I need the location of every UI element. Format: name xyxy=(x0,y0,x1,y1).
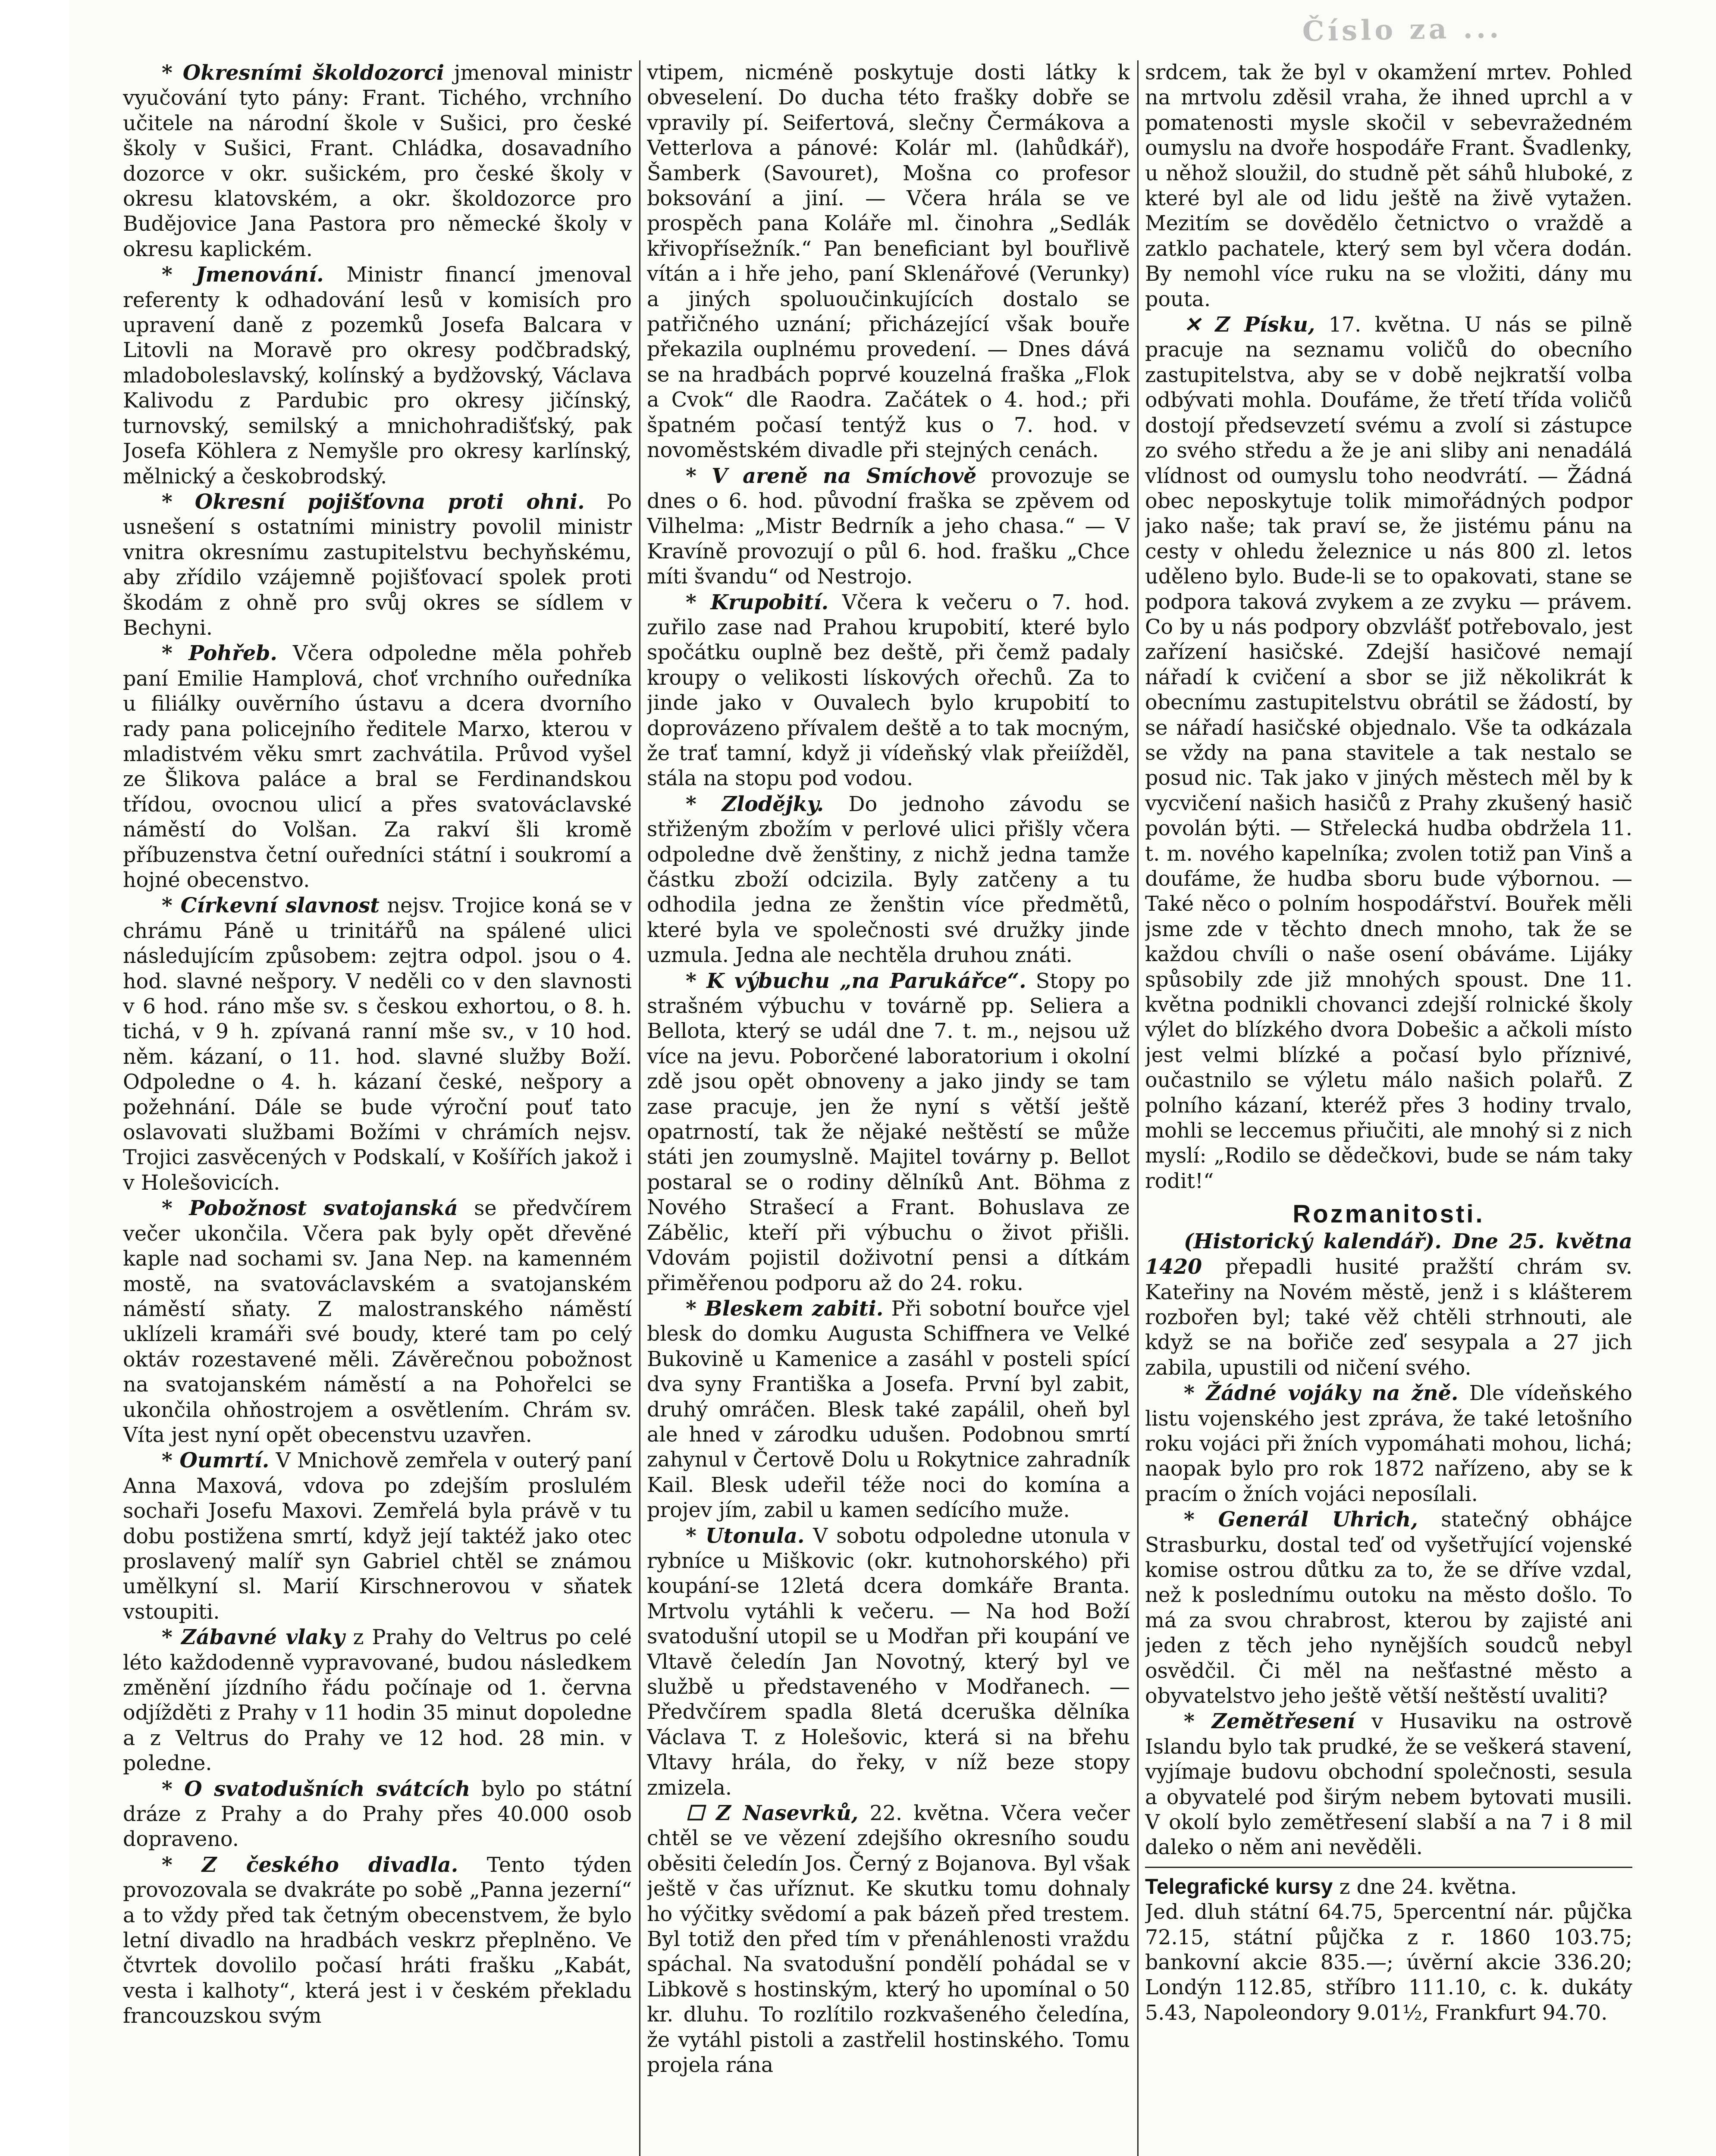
page-margin xyxy=(0,0,69,2156)
article-paragraph xyxy=(647,968,1130,1296)
article-text: 17. května. U nás se pilně pracuje na seznamu voličů do obecního zastupitelstva, aby se v době nejkratší volba odbývati mohla. Doufáme, že třetí třída voličů dostojí předsevzetí svému a zvolí si zástupce zo svého středu a že je ani sliby ani nenadálá vlídnost od oumyslu toho neodvrátí. — Žádná obec neposkytuje tolik mimořádných podpor jako naše; tak praví se, že jistému pánu na cesty v ohledu železnice u nás 800 zl. letos uděleno bylo. Bude-li se to opakovati, stane se podpora taková zvykem a ze zvyku — právem. Co by u nás podpory obzvlášť potřebovalo, jest zařízení hasičské. Zdejší hasičové nemají nářadí k cvičení a sbor se již několikrát k obecnímu zastupitelstvu obrátil se žádostí, by se nářadí hasičské objednalo. Vše ta odkázala se vždy na pana stavitele a tak nestalo se posud nic. Tak jako v jiných městech měl by k vycvičení našich hasičů z Prahy zkušený hasič povolán býti. — Střelecká hudba obdržela 11. t. m. nového kapelníka; zvolen totiž pan Vinš a doufáme, že hudba sboru bude výbornou. — Také něco o polním hospodářství. Bouřek měli jsme zde v těchto dnech mnoho, tak že se každou chvíli o naše osení obáváme. Lijáky spůsobily zde již mnohých spoust. Dne 11. května podnikli chovanci zdejší rolnické školy výlet do blízkého dvora Dobešic a ačkoli místo jest velmi blízké a počasí bylo příznivé, oučastnilo se výletu málo našich polařů. Z polního kázaní, kteréž přes 3 hodiny trvalo, mohli se leccemus přiučiti, ale mnohý si z nich myslí: „Rodilo se dědečkovi, bude se nám taky rodit!“ xyxy=(1145,313,1632,1193)
article-paragraph xyxy=(123,262,632,489)
article-heading: * Zemětřesení xyxy=(1184,1709,1355,1734)
article-text: statečný obhájce Strasburku, dostal teď od vyšetřující vojenské komise ostrou důtku za to, že se dříve vzdal, než k poslednímu outoku na město došlo. To má za svou chrabrost, kterou by zajisté ani jeden z těch jeho nynějších soudců nebyl osvědčil. Či měl na nešťastné město a obyvatelstvo jeho ještě větší neštěstí uvaliti? xyxy=(1145,1508,1632,1708)
article-text: V Mnichově zemřela v outerý paní Anna Maxová, vdova po zdejším proslulém sochaři Josefu Maxovi. Zemřelá byla právě v tu dobu postižena smrtí, když její taktéž jako otec proslavený malíř syn Gabriel chtěl se známou umělkyní sl. Marií Kirschnerovou v sňatek vstoupiti. xyxy=(123,1449,632,1624)
article-paragraph xyxy=(647,1801,1130,2078)
column-rule xyxy=(1137,60,1139,2156)
telegraph-rates xyxy=(1145,1874,1632,2026)
section-title: Rozmanitosti. xyxy=(1292,1200,1485,1228)
article-text: V sobotu odpoledne utonula v rybníce u Miškovic (okr. kutnohorského) při koupání-se 12letá dcera domkáře Branta. Mrtvolu vytáhli k večeru. — Na hod Boží svatodušní utopil se u Modřan při koupání ve Vltavě čeledín Jan Novotný, který byl ve službě u představeného v Modřanech. — Předvčírem spadla 8letá dceruška dělníka Václava T. z Holešovic, která si na břehu Vltavy hrála, do řeky, v níž beze stopy zmizela. xyxy=(647,1524,1130,1800)
article-text: přepadli husité pražští chrám sv. Kateřiny na Novém městě, jenž i s klášterem rozbořen byl; také věž chtěli strhnouti, ale když se na bořiče zeď sesypala a 27 jich zabila, upustili od ničení svého. xyxy=(1145,1255,1632,1380)
article-heading: (Historický kalendář). Dne 25. května 1420 xyxy=(1145,1229,1632,1279)
article-paragraph xyxy=(123,1777,632,1852)
divider xyxy=(1145,1867,1632,1868)
article-text: se předvčírem večer ukončila. Včera pak byly opět dřevěné kaple nad sochami sv. Jana Nep. na kamenném mostě, na svatováclavském a svatojanském náměstí sňaty. Z malostranského náměstí uklízeli kramáři své boudy, které tam po celý oktáv rozestavené měli. Závěrečnou pobožnost na svatojanském náměstí a na Pohořelci se ukončila ohňostrojem a osvětlením. Chrám sv. Víta jest nyní opět obecenstvu uzavřen. xyxy=(123,1197,632,1447)
column-3 xyxy=(1145,60,1632,2156)
article-text: nejsv. Trojice koná se v chrámu Páně u trinitářů na spálené ulici následujícím způsobem: zejtra odpol. jsou o 4. hod. slavné nešpory. V neděli co v den slavnosti v 6 hod. ráno mše sv. s českou exhortou, o 8. h. tichá, v 9 h. zpívaná ranní mše sv., v 10 hod. něm. kázaní, o 11. hod. slavné služby Boží. Odpoledne o 4. h. kázaní české, nešpory a požehnání. Dále se bude výroční pouť tato oslavovati službami Božími v chrámích nejsv. Trojici zasvěcených v Podskalí, v Košířích jakož i v Holešovicích. xyxy=(123,894,632,1195)
article-paragraph xyxy=(123,641,632,893)
article-text: Stopy po strašném výbuchu v továrně pp. Seliera a Bellota, který se udál dne 7. t. m., nejsou už více na jevu. Poborčené laboratorium i okolní zdě jsou opět obnoveny a jako jindy se tam zase pracuje, jen že nyní s větší ještě opatrností, tak že nějaké neštěstí se může státi jen zoumyslně. Majitel továrny p. Bellot postaral se o rodiny dělníků Ant. Böhma z Nového Strašecí a Frant. Bohuslava ze Zábělic, kteří při výbuchu o život přišli. Vdovám pojistil doživotní pensi a dítkám přiměřenou podporu až do 24. roku. xyxy=(647,969,1130,1295)
article-heading: ✕ Z Písku, xyxy=(1184,313,1315,337)
article-text: v Husaviku na ostrově Islandu bylo tak prudké, že se veškerá stavení, vyjímaje budovu obchodní společnosti, sesula a obyvatelé pod širým nebem bytovati musili. V okolí bylo zemětřesení slabší a na 7 i 8 mil daleko o něm ani nevěděli. xyxy=(1145,1710,1632,1860)
article-paragraph xyxy=(647,792,1130,968)
article-paragraph xyxy=(123,1448,632,1625)
article-text: Včera k večeru o 7. hod. zuřilo zase nad Prahou krupobití, které bylo spočátku ouplně bez deště, při čemž padaly kroupy o velikosti lískových ořechů. Za to jinde jako v Ouvalech bylo krupobití to doprovázeno přívalem deště a to tak mocným, že trať tamní, když ji vídeňský vlak přeiížděl, stála na stopu pod vodou. xyxy=(647,590,1130,791)
article-heading: * Generál Uhrich, xyxy=(1184,1507,1418,1532)
article-heading: * Zlodějky. xyxy=(686,792,824,816)
article-heading: * Bleskem zabiti. xyxy=(686,1296,884,1321)
article-heading: * Žádné vojáky na žně. xyxy=(1184,1381,1459,1406)
masthead-fragment: Číslo za ... xyxy=(1302,12,1503,48)
article-paragraph xyxy=(1145,1381,1632,1507)
article-paragraph xyxy=(123,489,632,641)
article-heading: * Krupobití. xyxy=(686,590,829,614)
telegraph-date: z dne 24. května. xyxy=(1333,1875,1517,1899)
article-text: Po usnešení s ostatními ministry povolil ministr vnitra okresnímu zastupitelstvu bechyňskému, aby zřídilo vzájemně pojišťovací spolek proti škodám z ohně pro svůj okres se sídlem v Bechyni. xyxy=(123,490,632,640)
article-paragraph xyxy=(1145,1507,1632,1709)
article-heading: * Pobožnost svatojanská xyxy=(162,1196,458,1221)
article-paragraph xyxy=(647,1296,1130,1523)
article-paragraph xyxy=(123,893,632,1196)
article-text: srdcem, tak že byl v okamžení mrtev. Pohled na mrtvolu zděsil vraha, že ihned uprchl a v pomatenosti mysle skočil v sebevražedném oumyslu na dvoře hospodáře Frant. Švadlenky, u něhož sloužil, do studně pět sáhů hluboké, z které byl ale od lidu ještě na živě vytažen. Mezitím se dovědělo četnictvo o vraždě a zatklo pachatele, který sem byl včera dodán. By nemohl více ruku na se vložiti, dány mu pouta. xyxy=(1145,61,1632,311)
article-text: provozuje se dnes o 6. hod. původní fraška se zpěvem od Vilhelma: „Mistr Bedrník a jeho chasa.“ — V Kravíně provozují o půl 6. hod. frašku „Chce míti švandu“ od Nestrojo. xyxy=(647,464,1130,589)
article-text: 22. května. Včera večer chtěl se ve vězení zdejšího okresního soudu oběsiti čeledín Jos. Černý z Bojanova. Byl však ještě v čas uříznut. Ke skutku tomu dohnaly ho výčitky svědomí a pak bázeň před trestem. Byl totiž den před tím v přenáhlenosti vraždu spáchal. Na svatodušní pondělí pohádal se v Libkově s hostinským, který ho upomínal o 50 kr. dluhu. To rozlítilo rozkvašeného čeledína, že vytáhl pistoli a zastřelil hostinského. Tomu projela rána xyxy=(647,1802,1130,2078)
article-paragraph xyxy=(647,1523,1130,1801)
column-rule xyxy=(639,60,640,2156)
article-paragraph xyxy=(1145,60,1632,312)
article-heading: * Oumrtí. xyxy=(162,1448,270,1473)
article-paragraph xyxy=(123,1852,632,2029)
article-heading: * Zábavné vlaky xyxy=(162,1625,345,1650)
article-paragraph xyxy=(647,464,1130,590)
article-heading: * V areně na Smíchově xyxy=(686,464,977,488)
article-text: Tento týden provozovala se dvakráte po sobě „Panna jezerní“ a to vždy před tak četným obecenstvem, že bylo letní divadlo na hradbách veskrz přeplněno. Ve čtvrtek dovolilo počasí hráti frašku „Kabát, vesta i kalhoty“, která jest i v českém překladu francouzskou svým xyxy=(123,1853,632,2028)
telegraph-text: Jed. dluh státní 64.75, 5percentní nár. půjčka 72.15, státní půjčka z r. 1860 103.75; bankovní akcie 835.—; úvěrní akcie 336.20; Londýn 112.85, stříbro 111.10, c. k. dukáty 5.43, Napoleondory 9.01½, Frankfurt 94.70. xyxy=(1145,1900,1632,2025)
article-heading: * O svatodušních svátcích xyxy=(162,1777,471,1801)
article-text: bylo po státní dráze z Prahy a do Prahy přes 40.000 osob dopraveno. xyxy=(123,1777,632,1852)
article-heading: * K výbuchu „na Parukářce“. xyxy=(686,968,1026,993)
article-paragraph xyxy=(1145,1229,1632,1381)
article-paragraph xyxy=(1145,1709,1632,1860)
article-heading: * Církevní slavnost xyxy=(162,893,380,918)
column-2 xyxy=(647,60,1130,2156)
article-heading: * Z českého divadla. xyxy=(162,1852,458,1877)
article-text: Ministr financí jmenoval referenty k odhadování lesů v komisích pro upravení daně z pozemků Josefa Balcara v Litovli na Moravě pro okresy podčbradský, mladoboleslavský, kolínský a bydžovský, Václava Kalivodu z Pardubic pro okresy jičínský, turnovský, semilský a mnichohradišťský, pak Josefa Köhlera z Nemyšle pro okresy karlínský, mělnický a českobrodský. xyxy=(123,263,632,489)
article-paragraph xyxy=(647,60,1130,464)
article-heading: * Utonula. xyxy=(686,1523,805,1548)
article-text: vtipem, nicméně poskytuje dosti látky k obveselení. Do ducha této frašky dobře se vpravily pí. Seifertová, slečny Čermákova a Vetterlova a pánové: Kolár ml. (lahůdkář), Šamberk (Savouret), Mošna co profesor boksování a jiní. — Včera hrála se ve prospěch pana Koláře ml. činohra „Sedlák křivopřísežník.“ Pan beneficiant byl bouřlivě vítán a i hře jeho, paní Sklenářové (Verunky) a jiných spoluoučinkujících dostalo se patřičného uznání; přicházející však bouře překazila ouplnému provedení. — Dnes dává se na hradbách poprvé kouzelná fraška „Flok a Cvok“ dle Raodra. Začátek o 4. hod.; při špatném počasí tentýž kus o 7. hod. v novoměstském divadle při stejných cenách. xyxy=(647,61,1130,463)
article-text: Včera odpoledne měla pohřeb paní Emilie Hamplová, choť vrchního ouředníka u filiálky ouvěrního ústavu a dcera dvorního rady pana policejního ředitele Marxo, kterou v mladistvém věku smrt zachvátila. Průvod vyšel ze Šlikova paláce a bral se Ferdinandskou třídou, ovocnou ulicí a přes svatováclavské náměstí do Volšan. Za rakví šli kromě příbuzenstva četní ouředníci státní i soukromí a hojné obecenstvo. xyxy=(123,642,632,892)
telegraph-title: Telegrafické kursy xyxy=(1145,1874,1333,1899)
article-paragraph xyxy=(647,590,1130,792)
article-paragraph xyxy=(123,1625,632,1776)
article-heading: * Jmenování. xyxy=(162,263,324,287)
article-text: Při sobotní bouřce vjel blesk do domku Augusta Schiffnera ve Velké Bukovině u Kamenice a zasáhl v posteli spící dva syny Františka a Josefa. První byl zabit, druhý omráčen. Blesk také zapálil, oheň byl ale hned v zárodku udušen. Podobnou smrtí zahynul v Čertově Dolu u Rokytnice zahradník Kail. Blesk udeřil téže noci do komína a projev jím, zabil u kamen sedícího muže. xyxy=(647,1297,1130,1523)
article-heading: ☐ Z Nasevrků, xyxy=(686,1801,859,1826)
article-paragraph xyxy=(123,60,632,262)
article-text: jmenoval ministr vyučování tyto pány: Frant. Tichého, vrchního učitele na národní škole v Sušici, pro české školy v Sušici, Frant. Chládka, dosavadního dozorce v okr. sušickém, pro české školy v okresu klatovském, a okr. školdozorce pro Budějovice Jana Pastora pro německé školy v okresu kaplickém. xyxy=(123,61,632,261)
article-heading: * Okresními školdozorci xyxy=(162,61,445,85)
column-1 xyxy=(123,60,632,2156)
article-heading: * Okresní pojišťovna proti ohni. xyxy=(162,489,585,514)
article-heading: * Pohřeb. xyxy=(162,641,277,666)
article-paragraph xyxy=(123,1196,632,1448)
article-text: Do jednoho závodu se střiženým zbožím v perlové ulici přišly včera odpoledne dvě ženštiny, z nichž jedna tamže částku zboží odcizila. Byly zatčeny a tu odhodila jedna ze ženštin více předmětů, které byla ve společnosti své družky jinde uzmula. Jedna ale nechtěla druhou znáti. xyxy=(647,792,1130,968)
article-paragraph xyxy=(1145,312,1632,1194)
article-text: z Prahy do Veltrus po celé léto každodenně vypravované, budou následkem změnění jízdního řádu počínaje od 1. června odjížděti z Prahy v 11 hodin 35 minut dopoledne a z Veltrus do Prahy ve 12 hod. 28 min. v poledne. xyxy=(123,1626,632,1776)
article-text: Dle vídeňského listu vojenského jest zpráva, že také letošního roku vojáci při žních vypomáhati mohou, lichá; naopak bylo pro rok 1872 nařízeno, aby se k pracím o žních vojáci neposílali. xyxy=(1145,1382,1632,1506)
